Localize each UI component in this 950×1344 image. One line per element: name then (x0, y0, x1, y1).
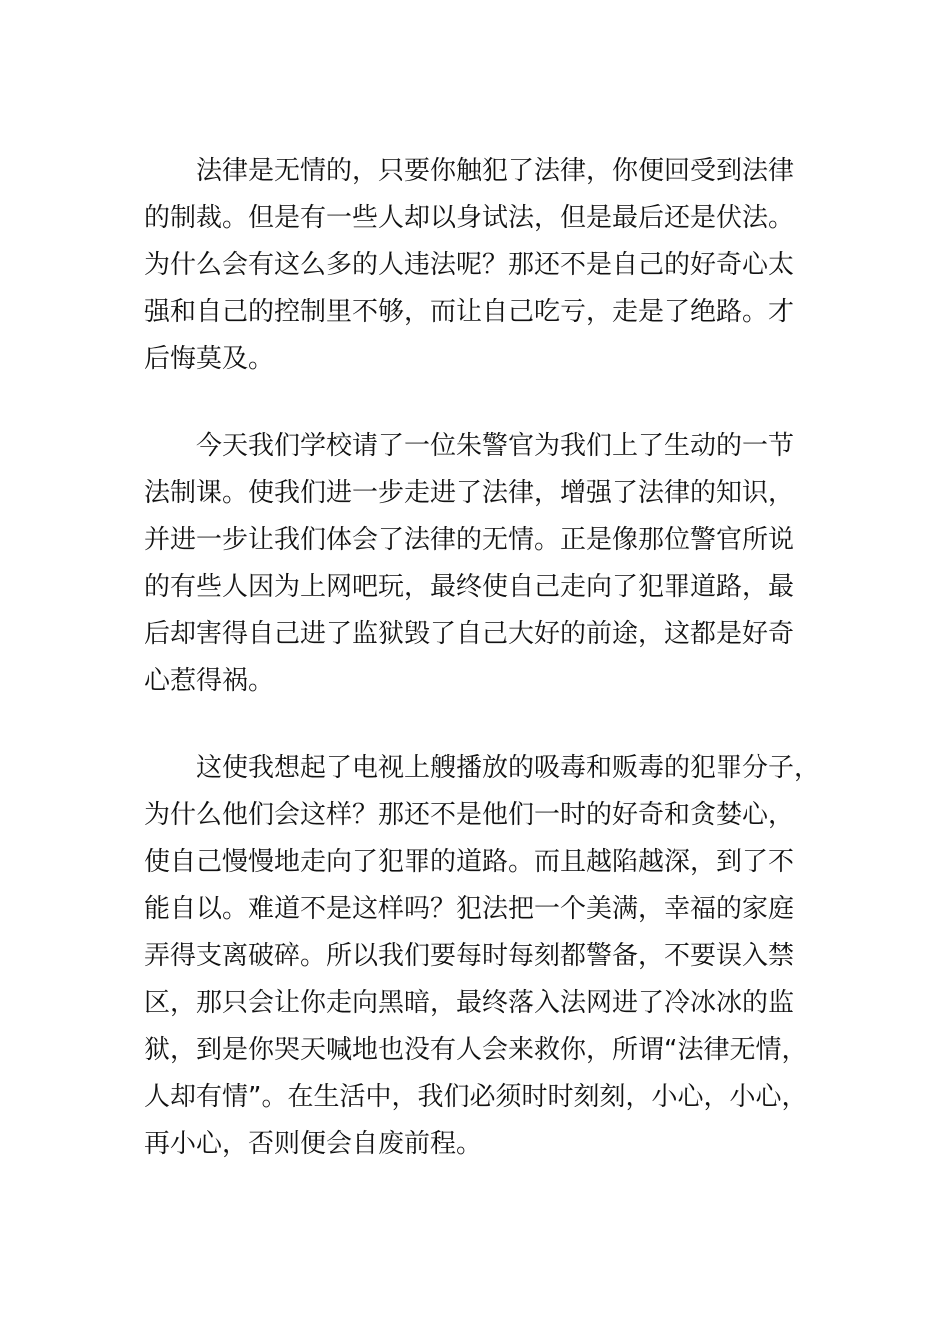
paragraph-line: 法制课。使我们进一步走进了法律，增强了法律的知识， (144, 478, 795, 508)
paragraph-line: 强和自己的控制里不够，而让自己吃亏，走是了绝路。才 (144, 297, 795, 327)
paragraph-line: 法律是无情的，只要你触犯了法律，你便回受到法律 (196, 156, 795, 186)
paragraph-line: 再小心，否则便会自废前程。 (144, 1129, 483, 1159)
paragraph-line: 使自己慢慢地走向了犯罪的道路。而且越陷越深，到了不 (144, 847, 795, 877)
paragraph-line: 为什么会有这么多的人违法呢？那还不是自己的好奇心太 (144, 250, 795, 280)
paragraph-line: 的有些人因为上网吧玩，最终使自己走向了犯罪道路，最 (144, 572, 795, 602)
paragraph-line: 心惹得祸。 (144, 666, 275, 696)
paragraph-line: 弄得支离破碎。所以我们要每时每刻都警备，不要误入禁 (144, 941, 795, 971)
paragraph-spacer (144, 705, 814, 745)
paragraph-line: 狱，到是你哭天喊地也没有人会来救你，所谓“法律无情， (144, 1035, 808, 1065)
paragraph (144, 423, 814, 705)
paragraph-line: 这使我想起了电视上艘播放的吸毒和贩毒的犯罪分子， (196, 753, 821, 783)
paragraph-line: 人却有情”。在生活中，我们必须时时刻刻，小心，小心， (144, 1082, 808, 1112)
paragraph-spacer (144, 383, 814, 423)
paragraph-line: 今天我们学校请了一位朱警官为我们上了生动的一节 (196, 431, 795, 461)
paragraph-line: 的制裁。但是有一些人却以身试法，但是最后还是伏法。 (144, 203, 795, 233)
paragraph-line: 能自以。难道不是这样吗？犯法把一个美满，幸福的家庭 (144, 894, 795, 924)
body-text (144, 148, 821, 1168)
paragraph (144, 148, 814, 383)
paragraph-line: 区，那只会让你走向黑暗，最终落入法网进了冷冰冰的监 (144, 988, 795, 1018)
paragraph (144, 745, 821, 1168)
paragraph-line: 后悔莫及。 (144, 344, 275, 374)
paragraph-line: 并进一步让我们体会了法律的无情。正是像那位警官所说 (144, 525, 795, 555)
paragraph-line: 为什么他们会这样？那还不是他们一时的好奇和贪婪心， (144, 800, 795, 830)
paragraph-line: 后却害得自己进了监狱毁了自己大好的前途，这都是好奇 (144, 619, 795, 649)
